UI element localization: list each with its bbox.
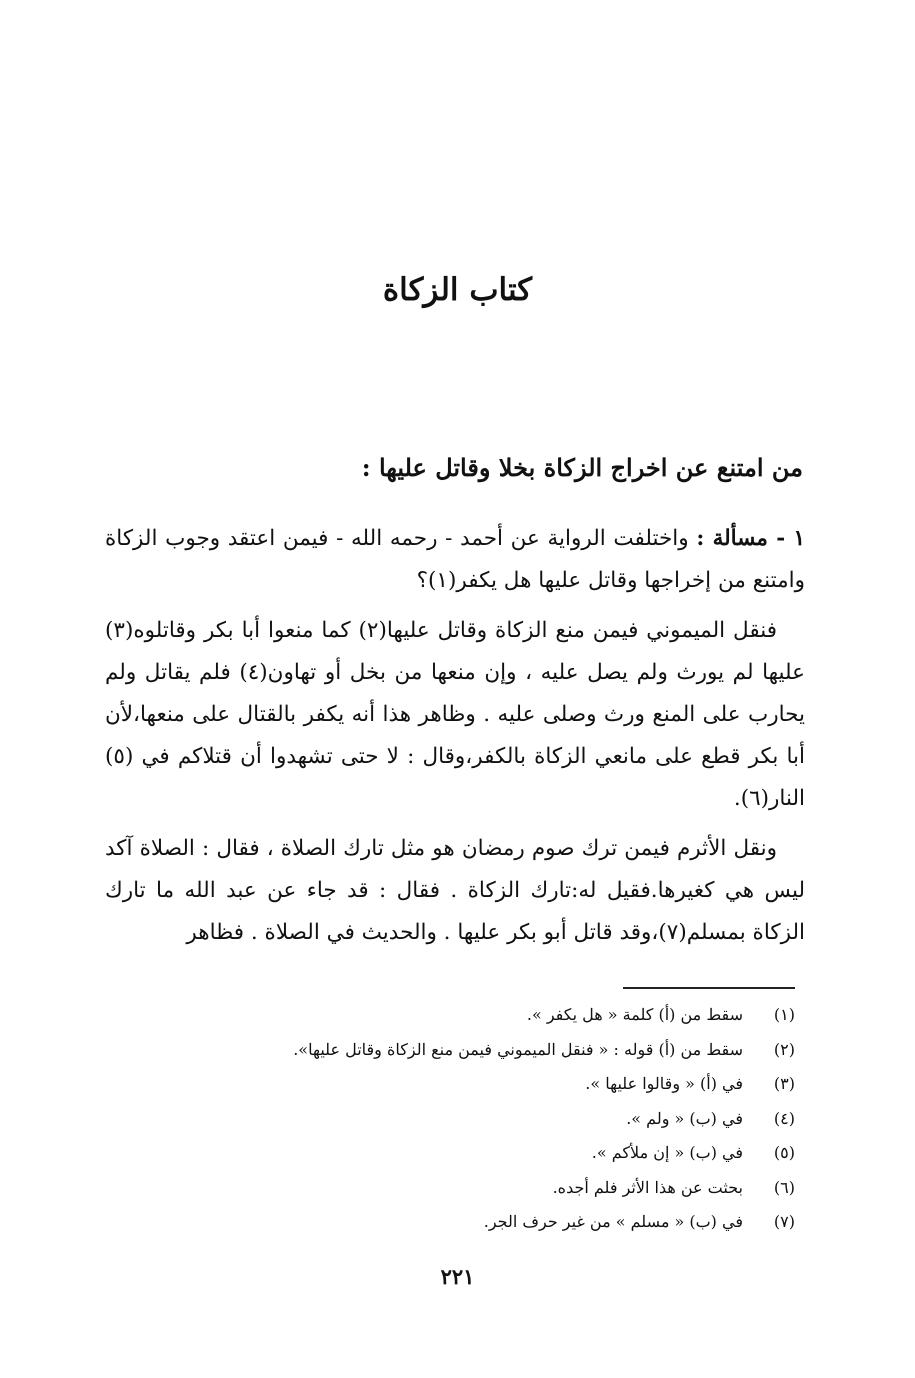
footnote-divider xyxy=(623,987,795,989)
footnote xyxy=(235,1205,795,1240)
footnote xyxy=(235,1171,795,1206)
footnote-number: (٢) xyxy=(773,1039,795,1059)
paragraph-text: فنقل الميموني فيمن منع الزكاة وقاتل عليها(٢) كما منعوا أبا بكر وقاتلوه(٣) عليها لم يورث ولم يصل عليه ، وإن منعها من بخل أو تهاون(٤) فلم يقاتل ولم يحارب على المنع ورث وصلى عليه . وظاهر هذا أنه يكفر بالقتال على منعها،لأن أبا بكر قطع على مانعي الزكاة بالكفر،وقال : لا حتى تشهدوا أن قتلاكم في (٥) النار(٦). xyxy=(105,618,805,811)
body-text xyxy=(105,518,805,962)
footnote-number: (١) xyxy=(773,1005,795,1024)
footnote-number: (٥) xyxy=(773,1143,795,1162)
footnote xyxy=(235,998,795,1033)
footnote-number: (٦) xyxy=(773,1177,795,1197)
footnote-text: سقط من (أ) كلمة « هل يكفر ». xyxy=(526,1005,743,1024)
footnote-number: (٣) xyxy=(773,1074,795,1093)
page-number: ٢٢١ xyxy=(440,1264,475,1289)
footnote-number: (٧) xyxy=(773,1212,795,1231)
paragraph xyxy=(105,518,805,602)
paragraph-text: ونقل الأثرم فيمن ترك صوم رمضان هو مثل تارك الصلاة ، فقال : الصلاة آكد ليس هي كغيرها.فقيل له:تارك الزكاة . فقال : قد جاء عن عبد الله ما تارك الزكاة بمسلم(٧)،وقد قاتل أبو بكر عليها . والحديث في الصلاة . فظاهر xyxy=(105,836,805,945)
footnote xyxy=(235,1102,795,1137)
footnotes-list xyxy=(235,998,795,1240)
footnote xyxy=(235,1067,795,1102)
footnote-text: في (ب) « مسلم » من غير حرف الجر. xyxy=(483,1212,743,1231)
issue-label: ١ - مسألة : xyxy=(696,526,805,551)
footnote-text: سقط من (أ) قوله : « فنقل الميموني فيمن منع الزكاة وقاتل عليها». xyxy=(293,1039,743,1059)
footnote-text: في (ب) « ولم ». xyxy=(626,1108,743,1128)
section-heading: من امتنع عن اخراج الزكاة بخلا وقاتل عليها : xyxy=(361,453,803,482)
paragraph-text: واختلفت الرواية عن أحمد - رحمه الله - فيمن اعتقد وجوب الزكاة وامتنع من إخراجها وقاتل عليها هل يكفر(١)؟ xyxy=(105,526,805,593)
paragraph xyxy=(105,828,805,954)
page-title: كتاب الزكاة xyxy=(382,272,533,308)
footnote xyxy=(235,1033,795,1068)
footnote-text: في (أ) « وقالوا عليها ». xyxy=(585,1074,743,1093)
footnote-text: بحثت عن هذا الأثر فلم أجده. xyxy=(552,1177,743,1197)
paragraph xyxy=(105,610,805,820)
footnote xyxy=(235,1136,795,1171)
footnote-text: في (ب) « إن ملأكم ». xyxy=(591,1143,743,1162)
footnote-number: (٤) xyxy=(773,1108,795,1128)
